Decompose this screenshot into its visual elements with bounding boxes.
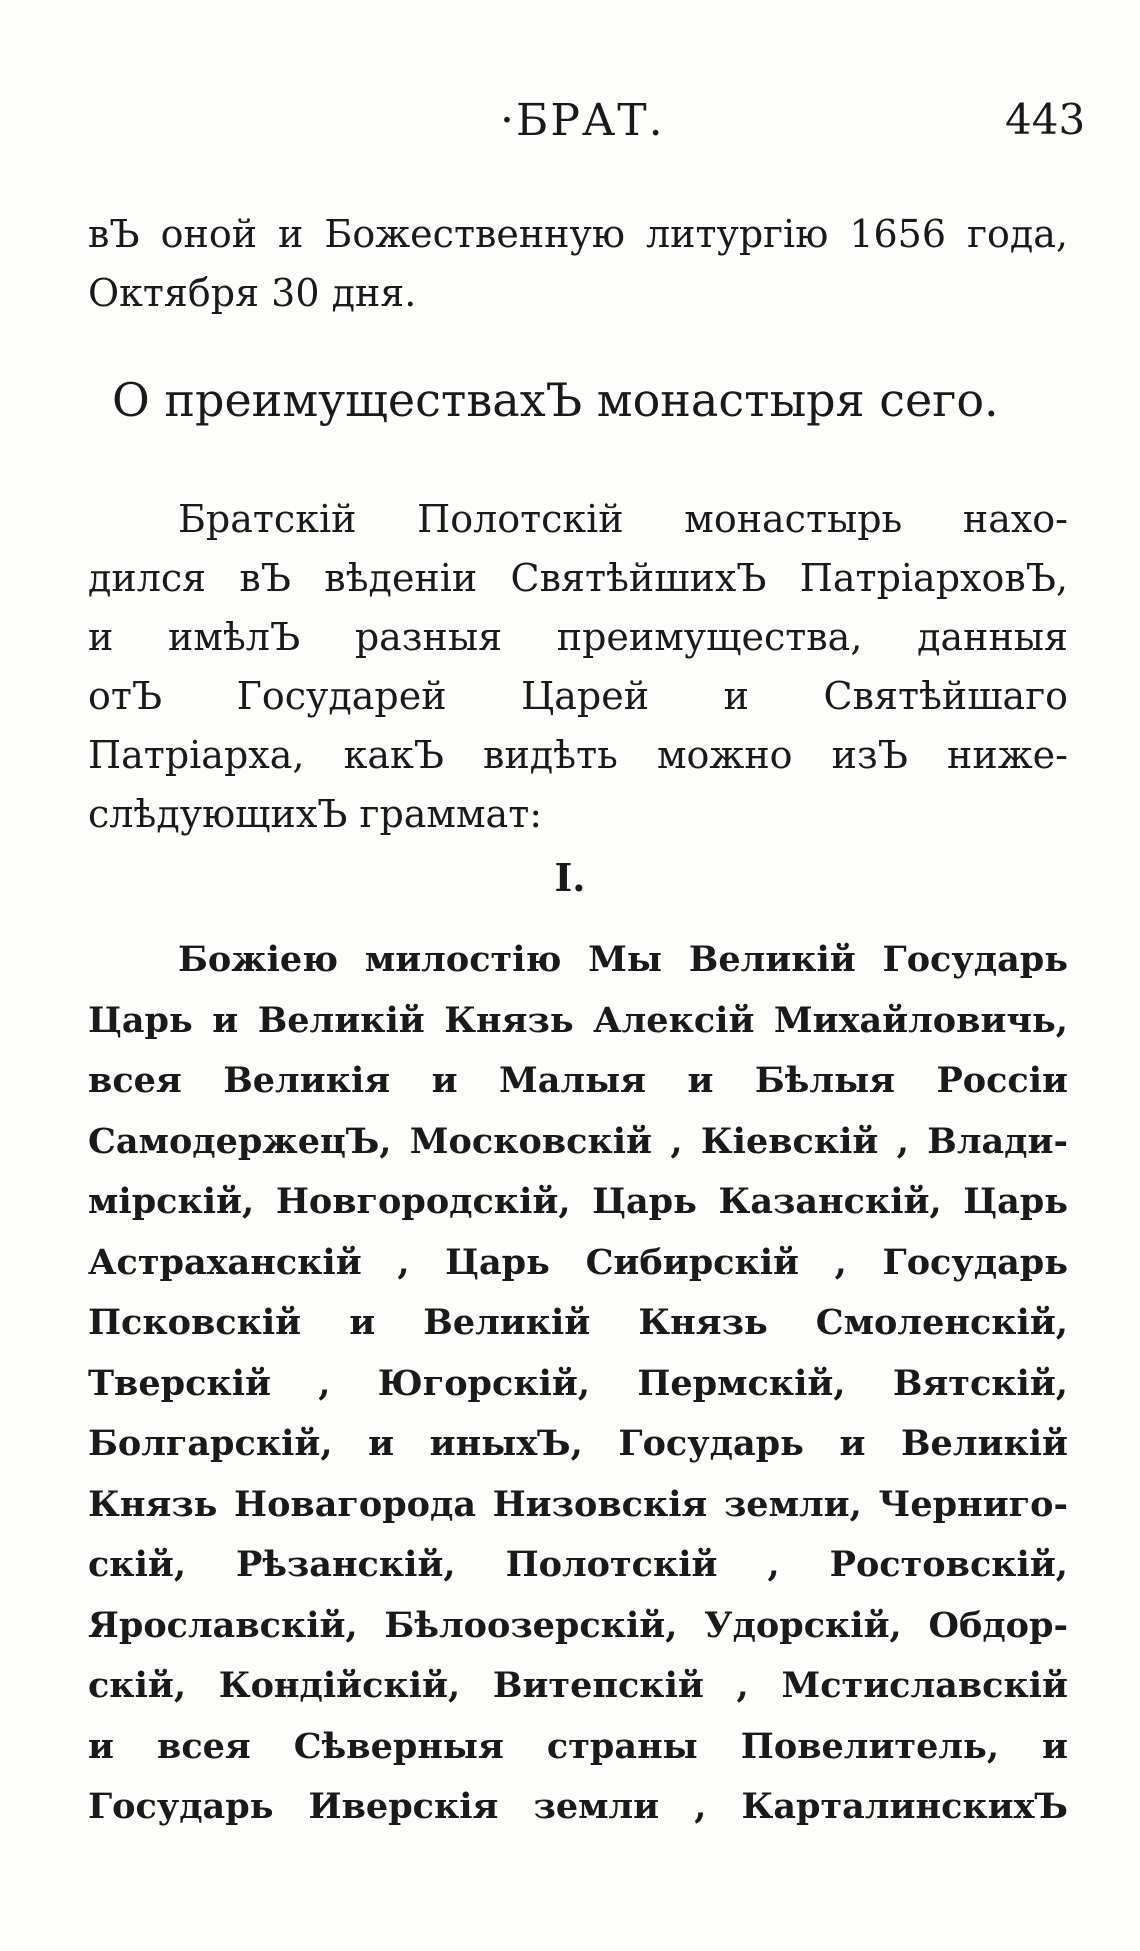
text-line: мірскій, Новгородскій, Царь Казанскій, Царь (88, 1181, 1068, 1222)
text-line: Князь Новагорода Низовскія земли, Черниго- (88, 1483, 1068, 1525)
text-line: всея Великія и Малыя и Бѣлыя Россіи (88, 1060, 1068, 1101)
text-line: и имѣлЪ разныя преимущества, данныя (88, 615, 1068, 659)
running-head (0, 95, 1140, 155)
text-line: Астраханскій , Царь Сибирскій , Государь (88, 1241, 1068, 1283)
section-heading: О преимуществахЪ монастыря сего. (112, 373, 999, 427)
text-line: скій, Кондійскій, Витепскій , Мстиславскій (88, 1665, 1068, 1706)
text-line: Болгарскій, и иныхЪ, Государь и Великій (88, 1423, 1068, 1464)
text-line: Октября 30 дня. (88, 271, 417, 315)
intro-text (88, 205, 1068, 323)
text-line: Государь Иверскія земли , КарталинскихЪ (88, 1786, 1068, 1827)
running-title: ·БРАТ. (500, 95, 665, 146)
text-line: Псковскій и Великій Князь Смоленскій, (88, 1302, 1068, 1343)
text-line: дился вЪ вѣденіи СвятѣйшихЪ ПатріарховЪ, (88, 556, 1068, 600)
paragraph-text (88, 490, 1068, 844)
text-line: СамодержецЪ, Московскій , Кіевскій , Влади- (88, 1120, 1068, 1162)
text-line: Царь и Великій Князь Алексій Михайловичь, (88, 999, 1068, 1041)
text-line: Божіею милостію Мы Великій Государь (178, 939, 1068, 980)
text-line: слѣдующихЪ граммат: (88, 792, 543, 836)
charter-number: I. (554, 855, 586, 900)
text-line: и всея Сѣверныя страны Повелитель, и (88, 1725, 1068, 1767)
page-number: 443 (1005, 95, 1086, 144)
text-line: Тверскій , Югорскій, Пермскій, Вятскій, (88, 1362, 1068, 1404)
text-line: Братскій Полотскій монастырь нахо- (178, 497, 1068, 541)
text-line: Патріарха, какЪ видѣть можно изЪ ниже- (88, 733, 1068, 777)
text-line: Ярославскій, Бѣлоозерскій, Удорскій, Обдор- (88, 1604, 1068, 1646)
text-line: вЪ оной и Божественную литургію 1656 года, (88, 212, 1068, 256)
charter-text (88, 930, 1068, 1838)
text-line: скій, Рѣзанскій, Полотскій , Ростовскій, (88, 1544, 1068, 1585)
text-line: отЪ Государей Царей и Святѣйшаго (88, 674, 1068, 718)
